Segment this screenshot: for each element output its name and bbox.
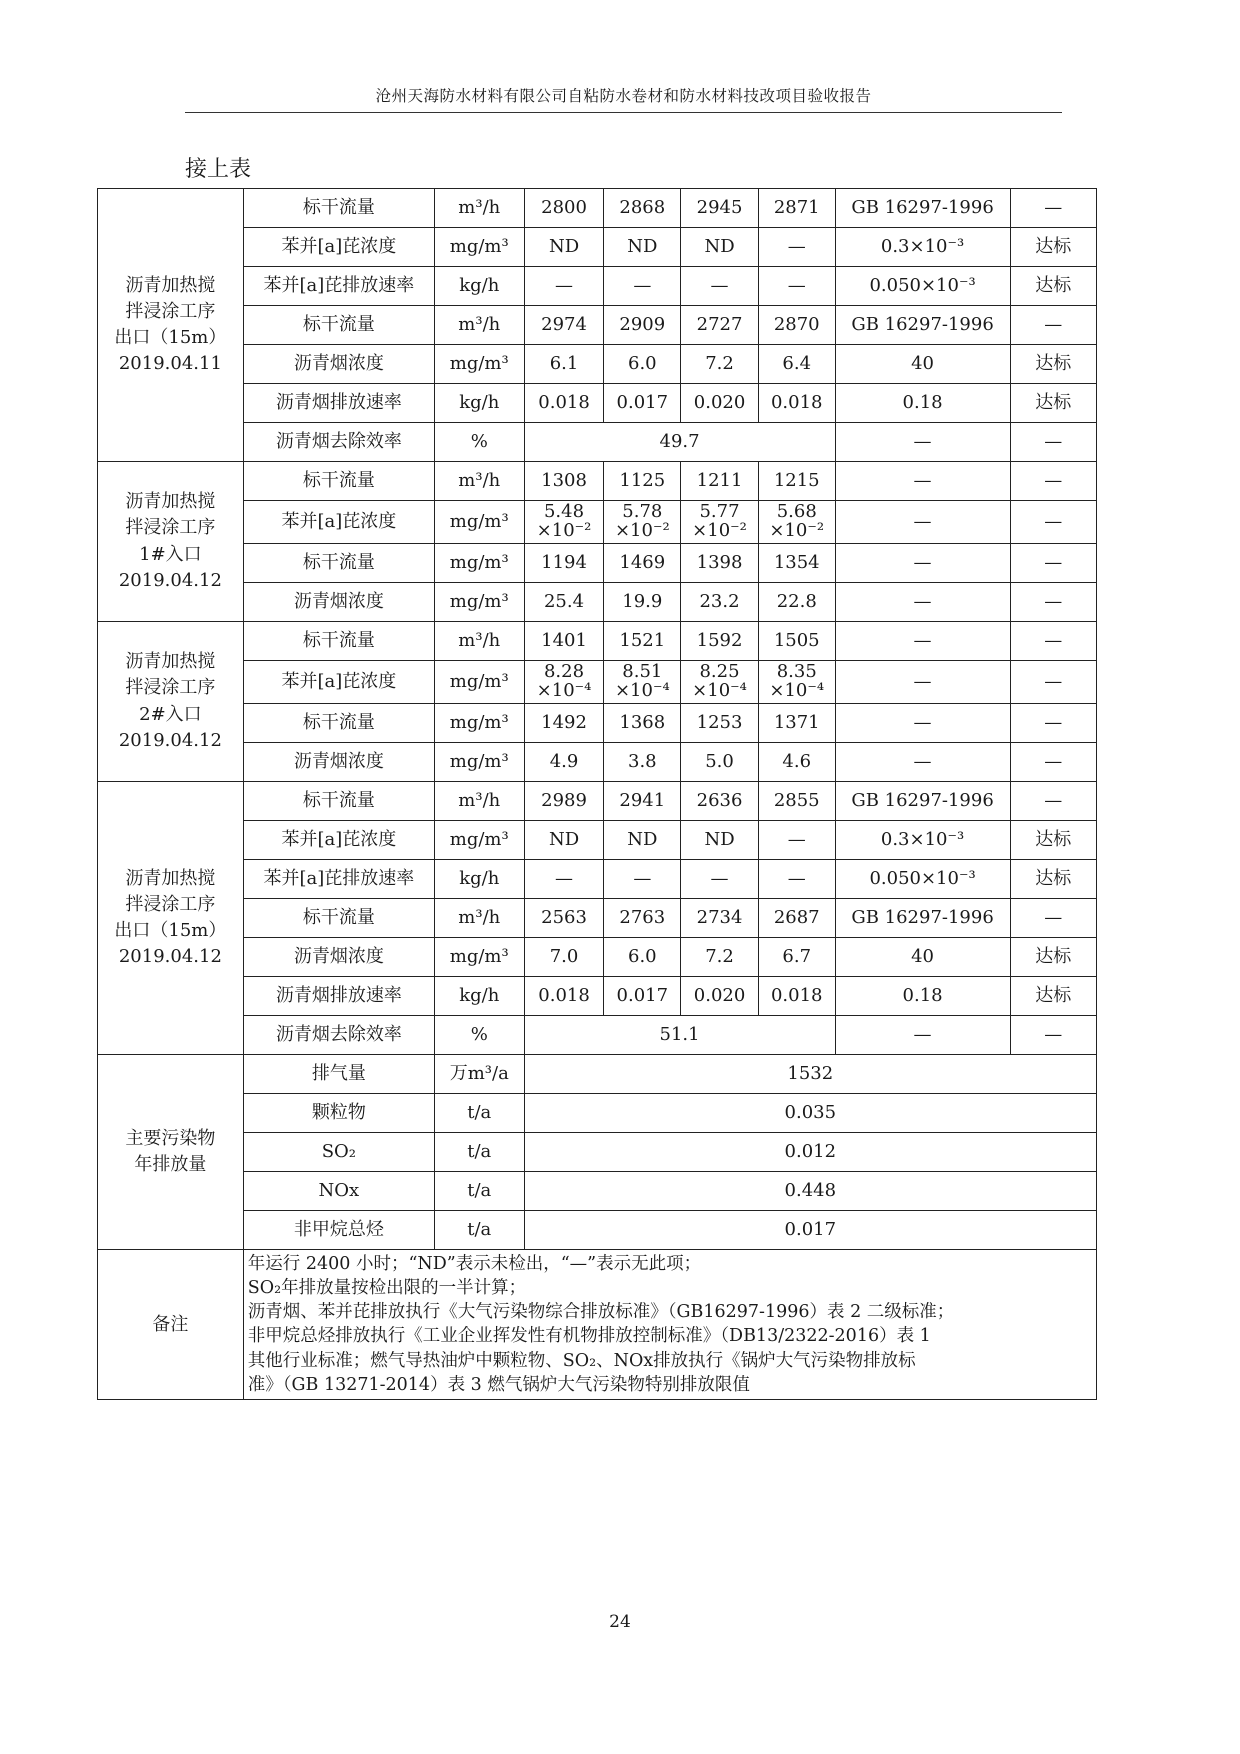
result-cell: 达标 [1010, 228, 1096, 267]
table-row [98, 1211, 1097, 1250]
standard-cell: — [835, 544, 1010, 583]
result-cell: — [1010, 189, 1096, 228]
item-cell: 沥青烟排放速率 [243, 384, 434, 423]
value-cell: — [524, 267, 604, 306]
result-cell: — [1010, 583, 1096, 622]
section-label [98, 189, 244, 462]
standard-cell: GB 16297-1996 [835, 189, 1010, 228]
item-cell: 苯并[a]芘浓度 [243, 661, 434, 704]
result-cell: 达标 [1010, 821, 1096, 860]
result-cell: — [1010, 501, 1096, 544]
standard-cell: — [835, 501, 1010, 544]
value-mantissa: 5.77 [699, 501, 740, 523]
unit-cell: mg/m³ [434, 228, 524, 267]
annual-label [98, 1055, 244, 1250]
value-cell: — [758, 821, 835, 860]
section-label [98, 782, 244, 1055]
value-cell [681, 661, 759, 704]
unit-cell: t/a [434, 1094, 524, 1133]
unit-cell: m³/h [434, 462, 524, 501]
value-exponent: ×10⁻² [614, 520, 670, 541]
table-row [98, 189, 1097, 228]
table-row [98, 661, 1097, 704]
value-cell: 2868 [604, 189, 681, 228]
notes-label: 备注 [98, 1250, 244, 1400]
value-cell: 2763 [604, 899, 681, 938]
annual-label-line: 年排放量 [134, 1154, 207, 1175]
result-cell: 达标 [1010, 267, 1096, 306]
value-cell: 1592 [681, 622, 759, 661]
item-cell: 沥青烟浓度 [243, 743, 434, 782]
value-cell: 7.2 [681, 345, 759, 384]
notes-content [243, 1250, 1096, 1400]
value-cell: 6.4 [758, 345, 835, 384]
value-cell: ND [524, 228, 604, 267]
value-cell: 22.8 [758, 583, 835, 622]
standard-cell: — [835, 1016, 1010, 1055]
item-cell: 苯并[a]芘浓度 [243, 501, 434, 544]
result-cell: — [1010, 423, 1096, 462]
value-mantissa: 5.68 [776, 501, 817, 523]
result-cell: — [1010, 704, 1096, 743]
value-cell: 2563 [524, 899, 604, 938]
standard-cell: — [835, 622, 1010, 661]
section-label-line: 出口（15m） [114, 920, 227, 941]
standard-cell: 40 [835, 938, 1010, 977]
value-cell: 3.8 [604, 743, 681, 782]
table-row [98, 384, 1097, 423]
item-cell: 标干流量 [243, 306, 434, 345]
unit-cell: m³/h [434, 622, 524, 661]
value-cell: 7.0 [524, 938, 604, 977]
standard-cell: — [835, 743, 1010, 782]
value-cell: ND [524, 821, 604, 860]
value-cell: 2871 [758, 189, 835, 228]
value-cell [681, 501, 759, 544]
value-cell: 2909 [604, 306, 681, 345]
standard-cell: 0.3×10⁻³ [835, 821, 1010, 860]
note-line: 沥青烟、苯并芘排放执行《大气污染物综合排放标准》（GB16297-1996）表 2 二级标准； [247, 1302, 955, 1323]
note-line: 年运行 2400 小时；“ND”表示未检出，“—”表示无此项； [247, 1254, 702, 1274]
value-cell: 6.1 [524, 345, 604, 384]
value-cell: 0.018 [524, 977, 604, 1016]
section-label-line: 出口（15m） [114, 327, 227, 348]
item-cell: 标干流量 [243, 782, 434, 821]
value-cell: — [604, 860, 681, 899]
value-cell: 2989 [524, 782, 604, 821]
item-cell: 标干流量 [243, 899, 434, 938]
merged-value-cell: 51.1 [524, 1016, 835, 1055]
value-cell: 1521 [604, 622, 681, 661]
value-mantissa: 8.35 [776, 661, 817, 683]
standard-cell: GB 16297-1996 [835, 899, 1010, 938]
value-cell [524, 661, 604, 704]
value-cell: 1401 [524, 622, 604, 661]
item-cell: 沥青烟去除效率 [243, 423, 434, 462]
value-cell: 1211 [681, 462, 759, 501]
page-number: 24 [609, 1612, 631, 1632]
item-cell: 颗粒物 [243, 1094, 434, 1133]
value-cell: 1125 [604, 462, 681, 501]
value-cell [524, 501, 604, 544]
table-row [98, 899, 1097, 938]
value-exponent: ×10⁻² [692, 520, 747, 541]
value-cell: — [681, 267, 759, 306]
value-mantissa: 5.48 [543, 501, 585, 523]
item-cell: 标干流量 [243, 544, 434, 583]
standard-cell: 0.3×10⁻³ [835, 228, 1010, 267]
value-cell: 1308 [524, 462, 604, 501]
value-cell: 2800 [524, 189, 604, 228]
value-mantissa: 8.28 [543, 661, 585, 683]
item-cell: 标干流量 [243, 704, 434, 743]
value-cell: ND [604, 228, 681, 267]
value-cell: 0.020 [681, 384, 759, 423]
value-cell: 0.018 [524, 384, 604, 423]
table-row [98, 938, 1097, 977]
table-row [98, 860, 1097, 899]
item-cell: 沥青烟浓度 [243, 583, 434, 622]
value-cell: 1398 [681, 544, 759, 583]
unit-cell: mg/m³ [434, 704, 524, 743]
unit-cell: m³/h [434, 782, 524, 821]
unit-cell: t/a [434, 1172, 524, 1211]
unit-cell: mg/m³ [434, 743, 524, 782]
table-row [98, 704, 1097, 743]
table-row [98, 583, 1097, 622]
value-cell: ND [681, 228, 759, 267]
result-cell: 达标 [1010, 977, 1096, 1016]
value-cell: 4.9 [524, 743, 604, 782]
standard-cell: — [835, 462, 1010, 501]
value-exponent: ×10⁻⁴ [769, 680, 825, 701]
value-cell: — [758, 228, 835, 267]
value-cell: 23.2 [681, 583, 759, 622]
unit-cell: mg/m³ [434, 501, 524, 544]
value-cell: 1354 [758, 544, 835, 583]
result-cell: 达标 [1010, 860, 1096, 899]
unit-cell: mg/m³ [434, 938, 524, 977]
result-cell: — [1010, 899, 1096, 938]
section-label-line: 2019.04.12 [118, 569, 222, 591]
result-cell: 达标 [1010, 384, 1096, 423]
note-line: 其他行业标准；燃气导热油炉中颗粒物、SO₂、NOx排放执行《锅炉大气污染物排放标 [247, 1350, 916, 1371]
value-mantissa: 8.51 [622, 661, 663, 683]
table-row [98, 782, 1097, 821]
result-cell: — [1010, 622, 1096, 661]
annual-value-cell: 0.017 [524, 1211, 1096, 1250]
result-cell: — [1010, 544, 1096, 583]
unit-cell: mg/m³ [434, 821, 524, 860]
header-divider [185, 112, 1062, 113]
value-cell [758, 501, 835, 544]
value-cell: 6.7 [758, 938, 835, 977]
table-row [98, 1094, 1097, 1133]
value-cell: 1194 [524, 544, 604, 583]
value-exponent: ×10⁻² [769, 520, 825, 541]
unit-cell: kg/h [434, 977, 524, 1016]
unit-cell: mg/m³ [434, 583, 524, 622]
unit-cell: % [434, 423, 524, 462]
item-cell: 苯并[a]芘浓度 [243, 228, 434, 267]
result-cell: — [1010, 661, 1096, 704]
section-label-line: 2#入口 [139, 703, 202, 725]
item-cell: 沥青烟去除效率 [243, 1016, 434, 1055]
item-cell: 非甲烷总烃 [243, 1211, 434, 1250]
table-row [98, 821, 1097, 860]
value-cell: 19.9 [604, 583, 681, 622]
value-cell: — [681, 860, 759, 899]
value-cell: 4.6 [758, 743, 835, 782]
value-mantissa: 8.25 [699, 661, 740, 683]
unit-cell: m³/h [434, 189, 524, 228]
standard-cell: — [835, 423, 1010, 462]
section-label-line: 2019.04.12 [118, 946, 222, 968]
value-exponent: ×10⁻² [536, 520, 592, 541]
value-cell: 1368 [604, 704, 681, 743]
table-row [98, 462, 1097, 501]
value-cell: 1469 [604, 544, 681, 583]
unit-cell: 万m³/a [434, 1055, 524, 1094]
table-row [98, 345, 1097, 384]
section-label [98, 462, 244, 622]
value-exponent: ×10⁻⁴ [614, 680, 670, 701]
value-exponent: ×10⁻⁴ [536, 680, 592, 701]
table-row [98, 977, 1097, 1016]
value-cell: — [524, 860, 604, 899]
item-cell: 标干流量 [243, 622, 434, 661]
table-row [98, 306, 1097, 345]
value-cell: 1492 [524, 704, 604, 743]
annual-label-line: 主要污染物 [125, 1127, 216, 1149]
value-cell: 7.2 [681, 938, 759, 977]
item-cell: 排气量 [243, 1055, 434, 1094]
unit-cell: m³/h [434, 899, 524, 938]
note-line: 非甲烷总烃排放执行《工业企业挥发性有机物排放控制标准》（DB13/2322-2016）表 1 [247, 1326, 931, 1347]
annual-value-cell: 0.035 [524, 1094, 1096, 1133]
value-cell: 25.4 [524, 583, 604, 622]
unit-cell: % [434, 1016, 524, 1055]
annual-value-cell: 0.448 [524, 1172, 1096, 1211]
table-row [98, 622, 1097, 661]
section-label-line: 2019.04.12 [118, 729, 222, 751]
table-row [98, 1172, 1097, 1211]
section-label-line: 拌浸涂工序 [125, 517, 216, 539]
note-line: 准》（GB 13271-2014）表 3 燃气锅炉大气污染物特别排放限值 [247, 1374, 750, 1395]
result-cell: — [1010, 743, 1096, 782]
table-row [98, 228, 1097, 267]
notes-row [98, 1250, 1097, 1400]
section-label-line: 沥青加热搅 [125, 491, 216, 513]
table-row [98, 501, 1097, 544]
note-line: SO₂年排放量按检出限的一半计算； [247, 1278, 527, 1299]
result-cell: 达标 [1010, 345, 1096, 384]
value-mantissa: 5.78 [622, 501, 663, 523]
item-cell: 苯并[a]芘排放速率 [243, 860, 434, 899]
value-cell: 0.018 [758, 384, 835, 423]
value-cell: 2636 [681, 782, 759, 821]
section-label-line: 沥青加热搅 [125, 274, 216, 296]
unit-cell: kg/h [434, 267, 524, 306]
result-cell: — [1010, 462, 1096, 501]
value-cell: 1215 [758, 462, 835, 501]
standard-cell: GB 16297-1996 [835, 306, 1010, 345]
table-row [98, 544, 1097, 583]
value-cell [758, 661, 835, 704]
section-label-line: 拌浸涂工序 [125, 677, 216, 699]
value-cell: 2974 [524, 306, 604, 345]
value-cell: 2687 [758, 899, 835, 938]
value-cell: ND [604, 821, 681, 860]
value-cell: 2855 [758, 782, 835, 821]
value-cell: 6.0 [604, 938, 681, 977]
value-cell: 1253 [681, 704, 759, 743]
item-cell: 苯并[a]芘浓度 [243, 821, 434, 860]
value-cell: 0.017 [604, 384, 681, 423]
unit-cell: kg/h [434, 384, 524, 423]
unit-cell: mg/m³ [434, 345, 524, 384]
standard-cell: GB 16297-1996 [835, 782, 1010, 821]
monitoring-table [97, 188, 1097, 1400]
value-cell [604, 661, 681, 704]
standard-cell: — [835, 704, 1010, 743]
section-label-line: 拌浸涂工序 [125, 300, 216, 322]
standard-cell: — [835, 583, 1010, 622]
annual-value-cell: 0.012 [524, 1133, 1096, 1172]
section-label [98, 622, 244, 782]
result-cell: — [1010, 1016, 1096, 1055]
continued-label: 接上表 [185, 157, 252, 182]
unit-cell: mg/m³ [434, 544, 524, 583]
value-cell: 2945 [681, 189, 759, 228]
value-cell: 2727 [681, 306, 759, 345]
section-label-line: 沥青加热搅 [125, 867, 216, 889]
item-cell: 标干流量 [243, 462, 434, 501]
value-exponent: ×10⁻⁴ [692, 680, 747, 701]
merged-value-cell: 49.7 [524, 423, 835, 462]
standard-cell: 40 [835, 345, 1010, 384]
item-cell: 沥青烟浓度 [243, 345, 434, 384]
result-cell: 达标 [1010, 938, 1096, 977]
unit-cell: kg/h [434, 860, 524, 899]
result-cell: — [1010, 306, 1096, 345]
table-row [98, 1133, 1097, 1172]
value-cell: 1371 [758, 704, 835, 743]
value-cell: — [758, 267, 835, 306]
table-row [98, 1016, 1097, 1055]
unit-cell: t/a [434, 1211, 524, 1250]
value-cell: 5.0 [681, 743, 759, 782]
unit-cell: mg/m³ [434, 661, 524, 704]
value-cell: — [604, 267, 681, 306]
value-cell: 0.018 [758, 977, 835, 1016]
section-label-line: 沥青加热搅 [125, 651, 216, 673]
value-cell: 1505 [758, 622, 835, 661]
annual-value-cell: 1532 [524, 1055, 1096, 1094]
standard-cell: — [835, 661, 1010, 704]
value-cell: ND [681, 821, 759, 860]
item-cell: NOx [243, 1172, 434, 1211]
section-label-line: 2019.04.11 [118, 353, 222, 375]
item-cell: 苯并[a]芘排放速率 [243, 267, 434, 306]
table-row [98, 267, 1097, 306]
page-header: 沧州天海防水材料有限公司自粘防水卷材和防水材料技改项目验收报告 [375, 87, 872, 105]
unit-cell: m³/h [434, 306, 524, 345]
value-cell: 2941 [604, 782, 681, 821]
value-cell: 0.017 [604, 977, 681, 1016]
value-cell: 2734 [681, 899, 759, 938]
item-cell: 标干流量 [243, 189, 434, 228]
value-cell: 2870 [758, 306, 835, 345]
result-cell: — [1010, 782, 1096, 821]
table-row [98, 1055, 1097, 1094]
table-row [98, 423, 1097, 462]
table-row [98, 743, 1097, 782]
value-cell: 0.020 [681, 977, 759, 1016]
item-cell: 沥青烟浓度 [243, 938, 434, 977]
unit-cell: t/a [434, 1133, 524, 1172]
value-cell: 6.0 [604, 345, 681, 384]
value-cell: — [758, 860, 835, 899]
item-cell: SO₂ [243, 1133, 434, 1172]
standard-cell: 0.050×10⁻³ [835, 267, 1010, 306]
standard-cell: 0.18 [835, 977, 1010, 1016]
section-label-line: 1#入口 [139, 543, 202, 565]
value-cell [604, 501, 681, 544]
standard-cell: 0.050×10⁻³ [835, 860, 1010, 899]
item-cell: 沥青烟排放速率 [243, 977, 434, 1016]
section-label-line: 拌浸涂工序 [125, 893, 216, 915]
standard-cell: 0.18 [835, 384, 1010, 423]
